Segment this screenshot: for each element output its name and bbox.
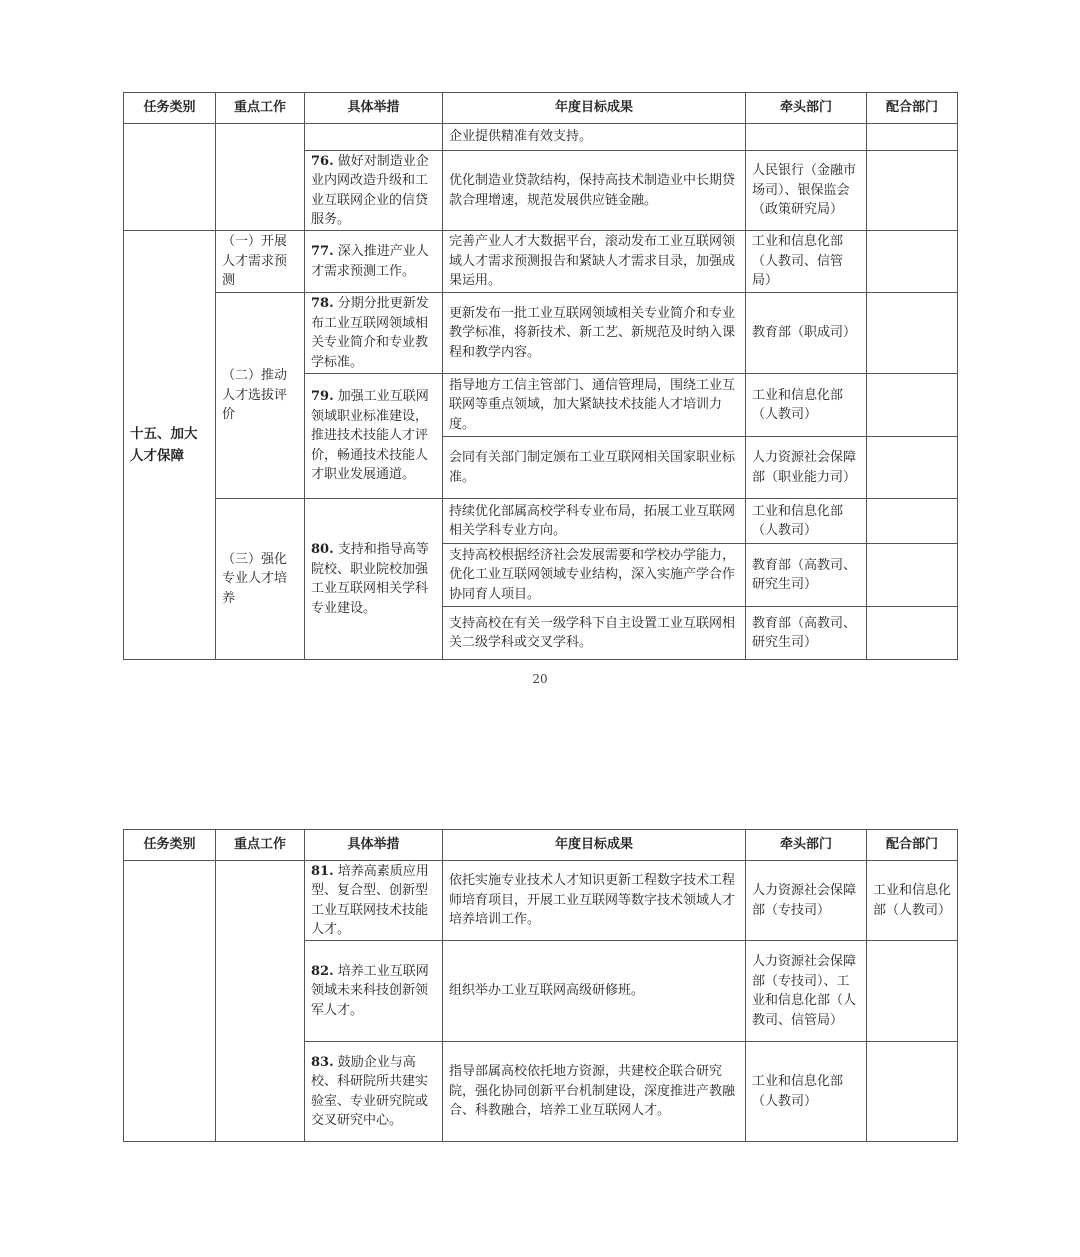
target-cell: 依托实施专业技术人才知识更新工程数字技术工程师培育项目，开展工业互联网等数字技术领域人才培养培训工作。	[443, 861, 746, 941]
measure-number: 82.	[311, 963, 334, 979]
header-support: 配合部门	[867, 830, 958, 861]
target-cell: 支持高校在有关一级学科下自主设置工业互联网相关二级学科或交叉学科。	[443, 607, 746, 660]
table-row	[124, 293, 958, 374]
measure-text: 支持和指导高等院校、职业院校加强工业互联网相关学科专业建设。	[311, 542, 429, 616]
support-cell	[867, 124, 958, 151]
support-cell	[867, 151, 958, 231]
target-cell: 指导部属高校依托地方资源，共建校企联合研究院，强化协同创新平台机制建设，深度推进产教融合、科教融合，培养工业互联网人才。	[443, 1042, 746, 1142]
header-target: 年度目标成果	[443, 93, 746, 124]
target-cell: 指导地方工信主管部门、通信管理局，围绕工业互联网等重点领域，加大紧缺技术技能人才培训力度。	[443, 374, 746, 437]
measure-cell	[305, 151, 443, 231]
lead-cell: 工业和信息化部（人教司）	[746, 499, 867, 544]
page-number: 20	[532, 672, 548, 686]
measure-text: 做好对制造业企业内网改造升级和工业互联网企业的信贷服务。	[311, 153, 429, 227]
measure-cell	[305, 499, 443, 660]
key-work-cell-empty	[216, 124, 305, 231]
support-cell	[867, 374, 958, 437]
lead-cell: 人力资源社会保障部（职业能力司）	[746, 437, 867, 499]
table-row	[124, 499, 958, 544]
lead-cell: 人力资源社会保障部（专技司）	[746, 861, 867, 941]
header-measure: 具体举措	[305, 830, 443, 861]
table-row	[124, 861, 958, 941]
table-row	[124, 231, 958, 293]
target-cell: 优化制造业贷款结构，保持高技术制造业中长期贷款合理增速，规范发展供应链金融。	[443, 151, 746, 231]
policy-table-page-1	[123, 92, 958, 660]
lead-cell: 工业和信息化部（人教司）	[746, 374, 867, 437]
key-work-cell: （三）强化专业人才培养	[216, 499, 305, 660]
measure-text: 培养高素质应用型、复合型、创新型工业互联网技术技能人才。	[311, 863, 429, 937]
measure-cell	[305, 1042, 443, 1142]
measure-number: 78.	[311, 296, 334, 311]
measure-number: 80.	[311, 542, 334, 557]
measure-text: 鼓励企业与高校、科研院所共建实验室、专业研究院或交叉研究中心。	[311, 1054, 429, 1128]
category-cell-empty	[124, 124, 216, 231]
support-cell	[867, 231, 958, 293]
measure-cell	[305, 293, 443, 374]
target-cell: 企业提供精准有效支持。	[443, 124, 746, 151]
measure-text: 培养工业互联网领域未来科技创新领军人才。	[311, 963, 429, 1018]
target-cell: 持续优化部属高校学科专业布局，拓展工业互联网相关学科专业方向。	[443, 499, 746, 544]
measure-cell	[305, 861, 443, 941]
measure-cell	[305, 941, 443, 1042]
header-lead: 牵头部门	[746, 830, 867, 861]
category-cell-empty	[124, 861, 216, 1142]
lead-cell: 教育部（职成司）	[746, 293, 867, 374]
measure-number: 77.	[311, 244, 334, 259]
lead-cell	[746, 124, 867, 151]
support-cell	[867, 437, 958, 499]
key-work-cell: （一）开展人才需求预测	[216, 231, 305, 293]
key-work-cell-empty	[216, 861, 305, 1142]
lead-cell: 工业和信息化部（人教司）	[746, 1042, 867, 1142]
header-category: 任务类别	[124, 93, 216, 124]
header-category: 任务类别	[124, 830, 216, 861]
target-cell: 更新发布一批工业互联网领域相关专业简介和专业教学标准，将新技术、新工艺、新规范及时纳入课程和教学内容。	[443, 293, 746, 374]
header-target: 年度目标成果	[443, 830, 746, 861]
measure-text: 分期分批更新发布工业互联网领域相关专业简介和专业教学标准。	[311, 296, 429, 370]
target-cell: 组织举办工业互联网高级研修班。	[443, 941, 746, 1042]
support-cell	[867, 941, 958, 1042]
measure-number: 79.	[311, 389, 334, 405]
measure-text: 加强工业互联网领域职业标准建设，推进技术技能人才评价，畅通技术技能人才职业发展通道。	[311, 389, 429, 483]
support-cell	[867, 607, 958, 660]
lead-cell: 工业和信息化部（人教司、信管局）	[746, 231, 867, 293]
category-cell: 十五、加大人才保障	[124, 231, 216, 660]
table-header-row	[124, 93, 958, 124]
header-key-work: 重点工作	[216, 93, 305, 124]
support-cell	[867, 293, 958, 374]
header-measure: 具体举措	[305, 93, 443, 124]
header-support: 配合部门	[867, 93, 958, 124]
table-header-row	[124, 830, 958, 861]
support-cell	[867, 499, 958, 544]
policy-table-page-2	[123, 829, 958, 1142]
measure-cell-empty	[305, 124, 443, 151]
measure-number: 83.	[311, 1054, 334, 1070]
lead-cell: 教育部（高教司、研究生司）	[746, 544, 867, 607]
measure-cell	[305, 374, 443, 499]
table-row	[124, 124, 958, 151]
measure-number: 76.	[311, 153, 334, 169]
support-cell	[867, 544, 958, 607]
measure-cell	[305, 231, 443, 293]
lead-cell: 人民银行（金融市场司）、银保监会（政策研究局）	[746, 151, 867, 231]
header-key-work: 重点工作	[216, 830, 305, 861]
measure-text: 深入推进产业人才需求预测工作。	[311, 244, 429, 279]
target-cell: 会同有关部门制定颁布工业互联网相关国家职业标准。	[443, 437, 746, 499]
header-lead: 牵头部门	[746, 93, 867, 124]
lead-cell: 教育部（高教司、研究生司）	[746, 607, 867, 660]
target-cell: 完善产业人才大数据平台，滚动发布工业互联网领域人才需求预测报告和紧缺人才需求目录，加强成果运用。	[443, 231, 746, 293]
support-cell	[867, 1042, 958, 1142]
key-work-cell: （二）推动人才选拔评价	[216, 293, 305, 499]
target-cell: 支持高校根据经济社会发展需要和学校办学能力，优化工业互联网领域专业结构，深入实施产学合作协同育人项目。	[443, 544, 746, 607]
measure-number: 81.	[311, 863, 334, 879]
support-cell: 工业和信息化部（人教司）	[867, 861, 958, 941]
lead-cell: 人力资源社会保障部（专技司）、工业和信息化部（人教司、信管局）	[746, 941, 867, 1042]
